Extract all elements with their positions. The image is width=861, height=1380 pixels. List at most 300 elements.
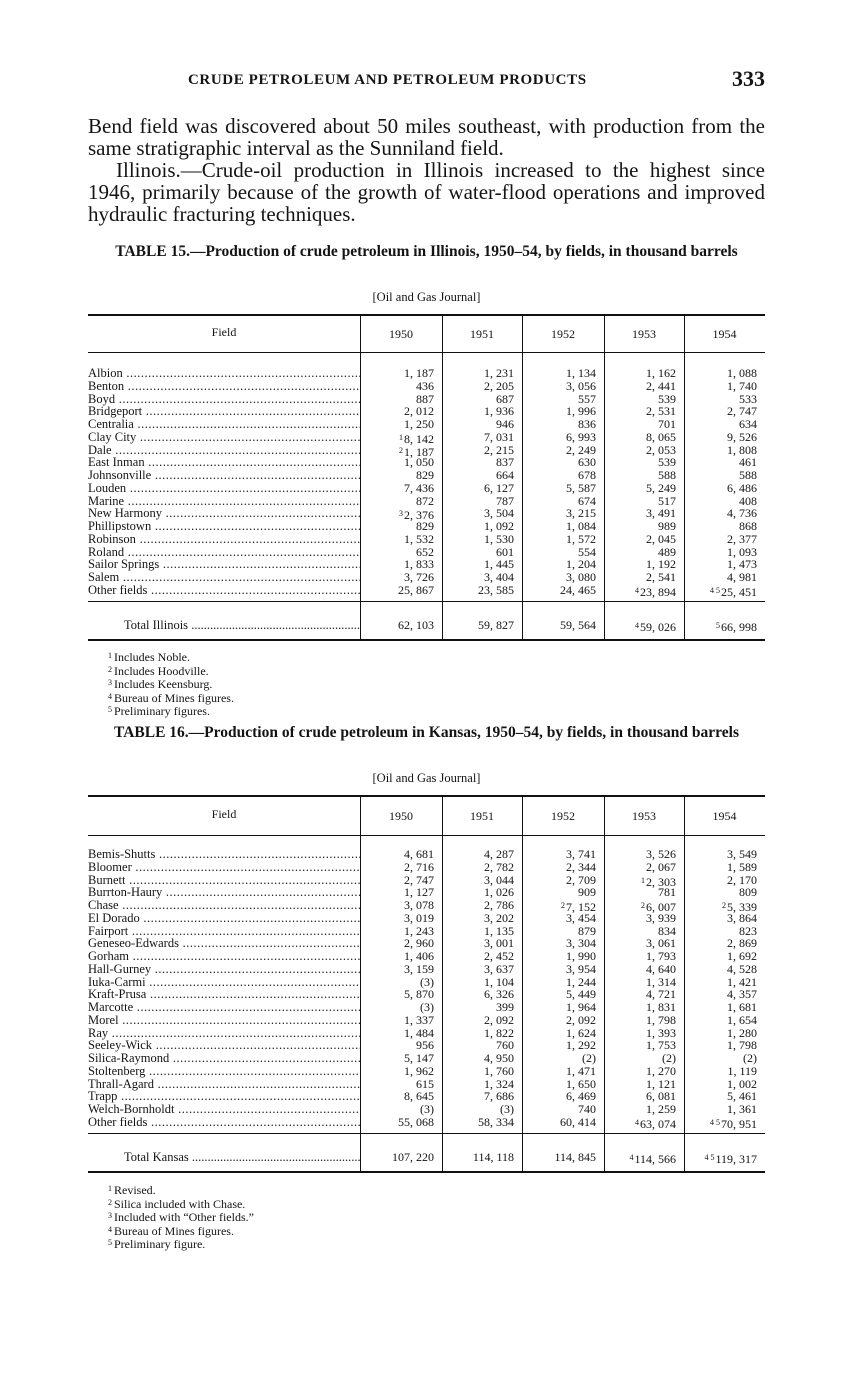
cell-1951: 3, 001 — [484, 936, 514, 951]
column-header-field: Field — [211, 325, 237, 339]
footnote-text: Includes Keensburg. — [114, 677, 213, 691]
field-name: Centralia ..... — [88, 418, 360, 431]
cell-1951: (3) — [500, 1102, 514, 1116]
table-header-rule — [88, 835, 765, 836]
cell-1950: (3) — [420, 974, 434, 989]
field-name: Marine ..... — [88, 495, 360, 508]
footnote — [108, 1210, 254, 1224]
cell-1950: 1, 532 — [404, 531, 434, 546]
table-header-rule — [88, 352, 765, 353]
field-name: Marcotte ..... — [88, 1001, 360, 1014]
total-1954: $^{4 5}$119, 317 — [704, 1151, 757, 1166]
cell-1951: 2, 205 — [484, 378, 514, 393]
field-name: Sailor Springs ..... — [88, 558, 360, 571]
cell-1952: 6, 993 — [566, 429, 596, 444]
cell-1953: $^2$6, 007 — [641, 900, 676, 914]
footnote-mark: 4 — [629, 1152, 634, 1162]
cell-1952: 3, 304 — [566, 936, 596, 951]
footnote-text: Bureau of Mines figures. — [114, 1223, 234, 1238]
paragraph-1: Bend field was discovered about 50 miles southeast, with production from the same stratigraphic interval as the Sunniland field. — [88, 114, 765, 160]
cell-1952: 630 — [578, 455, 596, 470]
cell-1950: 956 — [416, 1038, 434, 1053]
field-name: Thrall-Agard ..... — [88, 1078, 360, 1091]
cell-1954: (2) — [743, 1051, 757, 1065]
footnote-mark: 4 5 — [710, 1117, 720, 1127]
field-name: Chase ..... — [88, 899, 360, 912]
footnote-text: Includes Hoodville. — [114, 663, 209, 678]
table-row — [88, 380, 765, 393]
cell-1954: 868 — [739, 519, 757, 533]
column-header-1952: 1952 — [551, 327, 575, 341]
cell-1952: 740 — [578, 1102, 596, 1116]
cell-1951: 760 — [496, 1038, 514, 1053]
footnote-text: Preliminary figure. — [114, 1237, 206, 1251]
field-name: Stoltenberg ..... — [88, 1065, 360, 1078]
cell-1950: 3, 726 — [404, 570, 434, 584]
column-header-1954: 1954 — [712, 327, 737, 341]
cell-1951: 2, 092 — [484, 1012, 514, 1027]
footnote-mark: 4 5 — [704, 1152, 715, 1162]
table-row — [88, 1116, 765, 1129]
cell-1952: 836 — [578, 417, 596, 431]
cell-1954: 4, 736 — [727, 506, 757, 521]
cell-1950: $^1$8, 142 — [399, 431, 434, 446]
total-1950: 107, 220 — [392, 1149, 434, 1164]
table-row — [88, 584, 765, 597]
cell-1954: 2, 377 — [727, 531, 757, 546]
column-header-1950: 1950 — [389, 809, 413, 823]
cell-1952: 2, 092 — [566, 1012, 596, 1027]
cell-1950: 652 — [416, 544, 434, 559]
cell-1953: 3, 061 — [646, 936, 676, 951]
field-name: East Inman ..... — [88, 456, 360, 469]
cell-1954: $^{4 5}$70, 951 — [710, 1116, 757, 1131]
column-header-1954: 1954 — [712, 809, 737, 823]
cell-1954: 1, 654 — [727, 1012, 757, 1027]
cell-1952: 1, 996 — [566, 404, 596, 419]
cell-1953: $^4$63, 074 — [635, 1116, 676, 1131]
cell-1954: 1, 280 — [727, 1025, 757, 1040]
cell-1953: (2) — [662, 1051, 676, 1065]
cell-1952: 1, 204 — [566, 557, 596, 572]
field-name: Louden ..... — [88, 482, 360, 495]
footnote-mark: 1 — [108, 1184, 112, 1193]
cell-1952: 2, 249 — [566, 442, 596, 457]
field-name: Salem ..... — [88, 571, 360, 584]
table-16 — [88, 795, 765, 1171]
field-name: Fairport ..... — [88, 925, 360, 938]
footnote-mark: 4 — [108, 1224, 112, 1234]
cell-1951: 3, 044 — [484, 872, 514, 887]
cell-1952: 557 — [578, 391, 596, 406]
cell-1950: 55, 068 — [398, 1114, 434, 1129]
cell-1951: 2, 215 — [484, 442, 514, 457]
cell-1951: 3, 504 — [484, 506, 514, 521]
cell-1954: 823 — [739, 923, 757, 938]
field-name: Silica-Raymond ..... — [88, 1052, 360, 1065]
cell-1954: 4, 981 — [727, 570, 757, 584]
footnote — [108, 1237, 254, 1251]
cell-1950: 1, 833 — [404, 557, 434, 572]
cell-1952: 5, 449 — [566, 987, 596, 1002]
cell-1954: 1, 088 — [727, 366, 757, 380]
cell-1952: 3, 215 — [566, 506, 596, 521]
cell-1953: 1, 162 — [646, 366, 676, 380]
cell-1953: 701 — [658, 417, 676, 431]
table-row — [88, 912, 765, 925]
footnote-text: Silica included with Chase. — [114, 1196, 246, 1211]
cell-1954: 533 — [739, 391, 757, 406]
cell-1952: 1, 624 — [566, 1025, 596, 1040]
cell-1953: 1, 753 — [646, 1038, 676, 1053]
cell-1954: 1, 798 — [727, 1038, 757, 1053]
cell-1953: 1, 798 — [646, 1012, 676, 1027]
cell-1952: $^2$7, 152 — [561, 900, 596, 914]
footnote-mark: 2 — [399, 445, 403, 455]
cell-1951: 2, 786 — [484, 898, 514, 912]
cell-1953: 781 — [658, 885, 676, 900]
column-header-1950: 1950 — [389, 327, 413, 341]
cell-1953: 588 — [658, 468, 676, 482]
cell-1952: 1, 244 — [566, 974, 596, 989]
cell-1953: 834 — [658, 923, 676, 938]
table-bottom-rule — [88, 639, 765, 641]
field-name: Ray ..... — [88, 1027, 360, 1040]
cell-1953: 2, 045 — [646, 531, 676, 546]
cell-1953: 517 — [658, 493, 676, 508]
cell-1950: 7, 436 — [404, 480, 434, 495]
cell-1951: 1, 936 — [484, 404, 514, 419]
cell-1951: 1, 324 — [484, 1076, 514, 1091]
field-name: Boyd ..... — [88, 393, 360, 406]
cell-1953: 2, 531 — [646, 404, 676, 419]
cell-1952: 3, 741 — [566, 847, 596, 861]
field-name: Bridgeport ..... — [88, 405, 360, 418]
total-1954: $^5$66, 998 — [716, 619, 757, 634]
footnote-mark: 1 — [641, 875, 645, 885]
field-name: Bloomer ..... — [88, 861, 360, 874]
cell-1953: 1, 393 — [646, 1025, 676, 1040]
cell-1950: 1, 337 — [404, 1012, 434, 1027]
cell-1954: 1, 692 — [727, 949, 757, 963]
footnote-text: Preliminary figures. — [114, 704, 210, 718]
cell-1954: 461 — [739, 455, 757, 470]
table-16-footnotes — [108, 1183, 254, 1251]
footnote-mark: 4 5 — [710, 585, 720, 595]
cell-1950: 5, 870 — [404, 987, 434, 1002]
cell-1952: 24, 465 — [560, 582, 596, 597]
cell-1952: 674 — [578, 493, 596, 508]
cell-1951: 4, 287 — [484, 847, 514, 861]
cell-1950: 4, 681 — [404, 847, 434, 861]
cell-1951: 58, 334 — [478, 1114, 514, 1129]
cell-1954: 6, 486 — [727, 480, 757, 495]
cell-1953: 4, 640 — [646, 961, 676, 976]
cell-1950: 3, 019 — [404, 910, 434, 925]
footnote-mark: 4 — [635, 585, 639, 595]
cell-1951: 2, 782 — [484, 859, 514, 874]
total-1952: 114, 845 — [554, 1149, 596, 1164]
table-row — [88, 861, 765, 874]
cell-1952: 1, 572 — [566, 531, 596, 546]
field-name: Seeley-Wick ..... — [88, 1039, 360, 1052]
cell-1951: 687 — [496, 391, 514, 406]
cell-1953: 4, 721 — [646, 987, 676, 1002]
footnote-mark: 5 — [108, 1238, 112, 1247]
footnote — [108, 704, 234, 718]
cell-1954: $^{4 5}$25, 451 — [710, 584, 757, 599]
cell-1953: 6, 081 — [646, 1089, 676, 1104]
cell-1953: 989 — [658, 519, 676, 533]
cell-1950: 872 — [416, 493, 434, 508]
cell-1950: 887 — [416, 391, 434, 406]
table-row — [88, 533, 765, 546]
cell-1951: 946 — [496, 417, 514, 431]
cell-1951: 601 — [496, 544, 514, 559]
footnote-text: Revised. — [114, 1183, 156, 1197]
cell-1950: 829 — [416, 519, 434, 533]
field-name: Phillipstown ..... — [88, 520, 360, 533]
field-name: Trapp ..... — [88, 1090, 360, 1103]
cell-1954: 3, 864 — [727, 910, 757, 925]
cell-1952: 1, 964 — [566, 1000, 596, 1014]
cell-1950: $^2$1, 187 — [399, 444, 434, 459]
cell-1953: 2, 067 — [646, 859, 676, 874]
cell-1953: 8, 065 — [646, 429, 676, 444]
field-name: Geneseo-Edwards ..... — [88, 937, 360, 950]
cell-1954: 1, 473 — [727, 557, 757, 572]
field-name: Welch-Bornholdt ..... — [88, 1103, 360, 1116]
table-15-title: TABLE 15.—Production of crude petroleum in Illinois, 1950–54, by fields, in thousand barrels — [115, 243, 738, 260]
footnote-mark: 5 — [108, 705, 112, 714]
total-1953: $^4$114, 566 — [629, 1151, 676, 1166]
table-bottom-rule — [88, 1171, 765, 1173]
field-name: Hall-Gurney ..... — [88, 963, 360, 976]
field-name: Gorham ..... — [88, 950, 360, 963]
cell-1951: 3, 637 — [484, 961, 514, 976]
column-header-field: Field — [211, 807, 237, 821]
footnote-text: Includes Noble. — [114, 650, 190, 664]
cell-1951: 7, 031 — [484, 429, 514, 444]
cell-1952: 3, 056 — [566, 378, 596, 393]
cell-1953: 2, 053 — [646, 442, 676, 457]
field-name: Albion ..... — [88, 367, 360, 380]
cell-1950: 25, 867 — [398, 582, 434, 597]
cell-1952: 6, 469 — [566, 1089, 596, 1104]
cell-1951: 1, 092 — [484, 519, 514, 533]
cell-1952: 879 — [578, 923, 596, 938]
cell-1954: 809 — [739, 885, 757, 900]
cell-1950: 436 — [416, 378, 434, 393]
cell-1953: 1, 314 — [646, 974, 676, 989]
cell-1951: 1, 026 — [484, 885, 514, 900]
cell-1953: 3, 491 — [646, 506, 676, 521]
cell-1954: 9, 526 — [727, 429, 757, 444]
cell-1953: 1, 793 — [646, 949, 676, 963]
table-total-rule — [88, 601, 765, 602]
table-15-source: [Oil and Gas Journal] — [372, 290, 481, 304]
cell-1950: 2, 716 — [404, 859, 434, 874]
cell-1950: 615 — [416, 1076, 434, 1091]
field-name: Other fields ..... — [88, 1116, 360, 1129]
cell-1951: 1, 135 — [484, 923, 514, 938]
table-total-row — [88, 1151, 765, 1164]
footnote-mark: 4 — [635, 620, 639, 630]
cell-1950: (3) — [420, 1102, 434, 1116]
body-text — [88, 115, 765, 225]
total-1950: 62, 103 — [398, 617, 434, 632]
cell-1950: 1, 187 — [404, 366, 434, 380]
cell-1953: 539 — [658, 391, 676, 406]
footnote — [108, 691, 234, 705]
field-name: Kraft-Prusa ..... — [88, 988, 360, 1001]
cell-1952: (2) — [582, 1051, 596, 1065]
cell-1952: 3, 080 — [566, 570, 596, 584]
cell-1952: 1, 650 — [566, 1076, 596, 1091]
field-name: Clay City ..... — [88, 431, 360, 444]
field-name: Roland ..... — [88, 546, 360, 559]
footnote-text: Bureau of Mines figures. — [114, 690, 234, 705]
footnote-mark: 2 — [722, 901, 726, 910]
table-row — [88, 1014, 765, 1027]
total-1953: $^4$59, 026 — [635, 619, 676, 634]
cell-1952: 60, 414 — [560, 1114, 596, 1129]
cell-1952: 909 — [578, 885, 596, 900]
table-16-source: [Oil and Gas Journal] — [372, 771, 481, 785]
cell-1953: 539 — [658, 455, 676, 470]
cell-1952: 678 — [578, 468, 596, 482]
cell-1953: 3, 939 — [646, 910, 676, 925]
cell-1950: 2, 012 — [404, 404, 434, 419]
table-total-rule — [88, 1133, 765, 1134]
field-name: Bemis-Shutts ..... — [88, 848, 360, 861]
cell-1950: 1, 406 — [404, 949, 434, 963]
cell-1951: 399 — [496, 1000, 514, 1014]
cell-1952: 1, 471 — [566, 1063, 596, 1078]
cell-1953: 1, 121 — [646, 1076, 676, 1091]
column-header-1951: 1951 — [470, 809, 494, 823]
table-top-rule — [88, 795, 765, 797]
table-top-rule — [88, 314, 765, 316]
field-name: Johnsonville ..... — [88, 469, 360, 482]
cell-1950: 1, 962 — [404, 1063, 434, 1078]
cell-1951: 1, 822 — [484, 1025, 514, 1040]
cell-1954: 1, 093 — [727, 544, 757, 559]
footnote-text: Included with “Other fields.” — [114, 1210, 254, 1224]
column-header-1953: 1953 — [632, 327, 656, 341]
running-head — [88, 66, 765, 96]
cell-1951: 6, 127 — [484, 480, 514, 495]
footnote-mark: 5 — [716, 620, 720, 630]
cell-1951: 1, 231 — [484, 366, 514, 380]
cell-1950: 2, 747 — [404, 872, 434, 887]
field-name: Robinson ..... — [88, 533, 360, 546]
table-row — [88, 963, 765, 976]
paragraph-2-runin: Illinois. — [116, 158, 181, 182]
total-1951: 59, 827 — [478, 617, 514, 632]
footnote-mark: 4 — [108, 691, 112, 701]
footnote-mark: 2 — [108, 1197, 112, 1207]
footnote-mark: 2 — [641, 901, 645, 910]
cell-1952: 3, 454 — [566, 910, 596, 925]
paragraph-2-text: —Crude-oil production in Illinois increased to the highest since 1946, primarily because of the growth of water-flood operations and improved hydraulic fracturing techniques. — [88, 158, 765, 226]
cell-1950: 2, 960 — [404, 936, 434, 951]
cell-1952: 1, 292 — [566, 1038, 596, 1053]
footnote-mark: 2 — [108, 664, 112, 674]
cell-1950: 1, 484 — [404, 1025, 434, 1040]
cell-1954: 1, 740 — [727, 378, 757, 393]
table-row — [88, 1065, 765, 1078]
cell-1952: 5, 587 — [566, 480, 596, 495]
cell-1954: 5, 461 — [727, 1089, 757, 1104]
cell-1953: 2, 441 — [646, 378, 676, 393]
cell-1950: 3, 159 — [404, 961, 434, 976]
footnote-mark: 3 — [108, 1211, 112, 1220]
footnote-mark: 3 — [108, 678, 112, 687]
cell-1954: 588 — [739, 468, 757, 482]
cell-1950: 1, 243 — [404, 923, 434, 938]
cell-1950: 1, 250 — [404, 417, 434, 431]
cell-1951: 4, 950 — [484, 1051, 514, 1065]
cell-1951: 1, 530 — [484, 531, 514, 546]
cell-1951: 787 — [496, 493, 514, 508]
cell-1954: 408 — [739, 493, 757, 508]
table-15 — [88, 314, 765, 638]
footnote-mark: 4 — [635, 1117, 639, 1127]
cell-1954: 1, 421 — [727, 974, 757, 989]
cell-1950: (3) — [420, 1000, 434, 1014]
cell-1954: 1, 119 — [727, 1063, 757, 1078]
cell-1953: $^1$2, 303 — [641, 874, 676, 889]
cell-1954: 1, 002 — [727, 1076, 757, 1091]
footnote — [108, 1183, 254, 1197]
field-name: Iuka-Carmi ..... — [88, 976, 360, 989]
cell-1953: 1, 192 — [646, 557, 676, 572]
column-header-1951: 1951 — [470, 327, 494, 341]
cell-1951: 6, 326 — [484, 987, 514, 1002]
cell-1953: 1, 259 — [646, 1102, 676, 1116]
cell-1951: 3, 404 — [484, 570, 514, 584]
cell-1954: 1, 589 — [727, 859, 757, 874]
total-label: Total Kansas ..... — [124, 1151, 360, 1164]
table-row — [88, 431, 765, 444]
cell-1950: 829 — [416, 468, 434, 482]
cell-1951: 7, 686 — [484, 1089, 514, 1104]
footnote — [108, 677, 234, 691]
table-row — [88, 482, 765, 495]
total-1952: 59, 564 — [560, 617, 596, 632]
footnote-mark: 3 — [399, 509, 403, 519]
column-header-1952: 1952 — [551, 809, 575, 823]
cell-1954: 1, 361 — [727, 1102, 757, 1116]
cell-1951: 664 — [496, 468, 514, 482]
page-number: 333 — [732, 66, 765, 91]
footnote — [108, 1224, 254, 1238]
paragraph-2 — [88, 159, 765, 225]
field-name: Burnett ..... — [88, 874, 360, 887]
table-15-footnotes — [108, 650, 234, 718]
cell-1954: 4, 528 — [727, 961, 757, 976]
cell-1953: 2, 541 — [646, 570, 676, 584]
footnote — [108, 1197, 254, 1211]
footnote — [108, 650, 234, 664]
total-label: Total Illinois ..... — [124, 619, 360, 632]
cell-1954: 634 — [739, 417, 757, 431]
cell-1954: 1, 681 — [727, 1000, 757, 1014]
cell-1950: 1, 050 — [404, 455, 434, 470]
cell-1953: 3, 526 — [646, 847, 676, 861]
table-16-title: TABLE 16.—Production of crude petroleum in Kansas, 1950–54, by fields, in thousand barrels — [114, 724, 739, 741]
